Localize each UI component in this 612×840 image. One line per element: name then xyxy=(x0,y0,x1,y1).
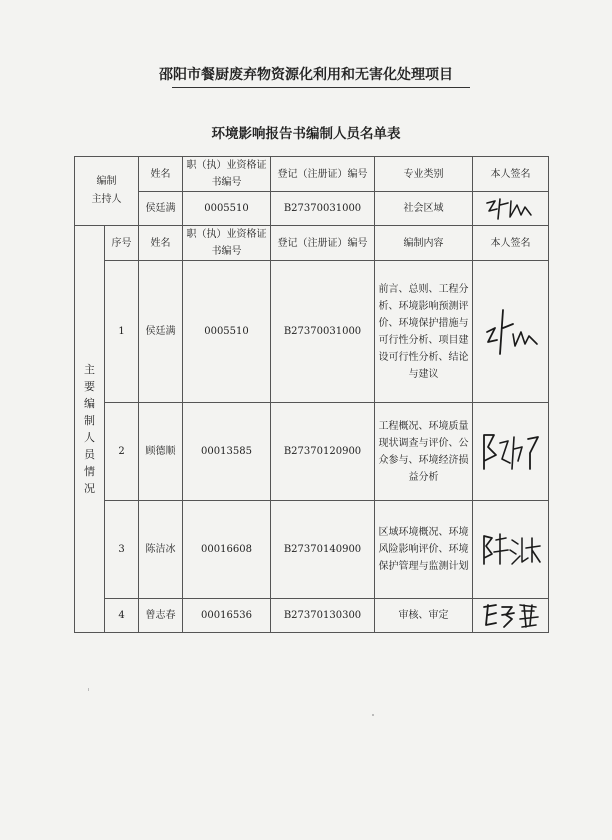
host-cert: 0005510 xyxy=(183,192,271,226)
handwritten-signature-row-4 xyxy=(478,601,544,631)
host-data-row xyxy=(75,192,549,226)
row-cert: 00013585 xyxy=(183,403,271,501)
staff-roster-table xyxy=(74,156,549,633)
row-cert: 0005510 xyxy=(183,261,271,403)
row-signature xyxy=(473,403,549,501)
table-row xyxy=(75,261,549,403)
host-header-row xyxy=(75,157,549,192)
staff-header-reg: 登记（注册证）编号 xyxy=(271,226,375,261)
row-name: 顾德顺 xyxy=(139,403,183,501)
row-reg: B27370120900 xyxy=(271,403,375,501)
scan-mark xyxy=(88,688,89,691)
host-name: 侯廷满 xyxy=(139,192,183,226)
host-header-cert: 职（执）业资格证书编号 xyxy=(183,157,271,192)
table-row xyxy=(75,599,549,633)
row-index: 2 xyxy=(105,403,139,501)
staff-header-content: 编制内容 xyxy=(375,226,473,261)
handwritten-signature-host xyxy=(481,195,541,223)
row-name: 曾志春 xyxy=(139,599,183,633)
handwritten-signature-row-3 xyxy=(478,530,544,570)
handwritten-signature-row-1 xyxy=(479,302,543,362)
row-content: 区域环境概况、环境风险影响评价、环境保护管理与监测计划 xyxy=(375,501,473,599)
host-header-name: 姓名 xyxy=(139,157,183,192)
staff-header-row xyxy=(75,226,549,261)
row-signature xyxy=(473,599,549,633)
row-signature xyxy=(473,261,549,403)
row-name: 陈洁冰 xyxy=(139,501,183,599)
host-specialty: 社会区域 xyxy=(375,192,473,226)
staff-header-index: 序号 xyxy=(105,226,139,261)
row-content: 工程概况、环境质量现状调查与评价、公众参与、环境经济损益分析 xyxy=(375,403,473,501)
row-index: 3 xyxy=(105,501,139,599)
handwritten-signature-row-2 xyxy=(478,429,544,475)
host-header-specialty: 专业类别 xyxy=(375,157,473,192)
project-title: 邵阳市餐厨废弃物资源化利用和无害化处理项目 xyxy=(159,67,453,83)
scan-mark xyxy=(372,714,374,716)
row-reg: B27370130300 xyxy=(271,599,375,633)
table-title: 环境影响报告书编制人员名单表 xyxy=(211,126,401,142)
host-header-reg: 登记（注册证）编号 xyxy=(271,157,375,192)
row-content: 前言、总则、工程分析、环境影响预测评价、环境保护措施与可行性分析、项目建设可行性分析、结论与建议 xyxy=(375,261,473,403)
staff-group-label xyxy=(75,226,105,633)
row-cert: 00016536 xyxy=(183,599,271,633)
host-group-label-text: 编制 主持人 xyxy=(91,176,122,205)
row-name: 侯廷满 xyxy=(139,261,183,403)
host-header-signature: 本人签名 xyxy=(473,157,549,192)
row-reg: B27370031000 xyxy=(271,261,375,403)
row-content: 审核、审定 xyxy=(375,599,473,633)
row-cert: 00016608 xyxy=(183,501,271,599)
host-group-label xyxy=(75,157,139,226)
row-reg: B27370140900 xyxy=(271,501,375,599)
row-signature xyxy=(473,501,549,599)
table-row xyxy=(75,501,549,599)
table-row xyxy=(75,403,549,501)
row-index: 4 xyxy=(105,599,139,633)
staff-group-label-text: 主要编制人员情况 xyxy=(84,363,95,495)
host-reg: B27370031000 xyxy=(271,192,375,226)
host-signature xyxy=(473,192,549,226)
staff-header-name: 姓名 xyxy=(139,226,183,261)
staff-header-cert: 职（执）业资格证书编号 xyxy=(183,226,271,261)
title-underline xyxy=(172,87,470,88)
staff-header-signature: 本人签名 xyxy=(473,226,549,261)
row-index: 1 xyxy=(105,261,139,403)
